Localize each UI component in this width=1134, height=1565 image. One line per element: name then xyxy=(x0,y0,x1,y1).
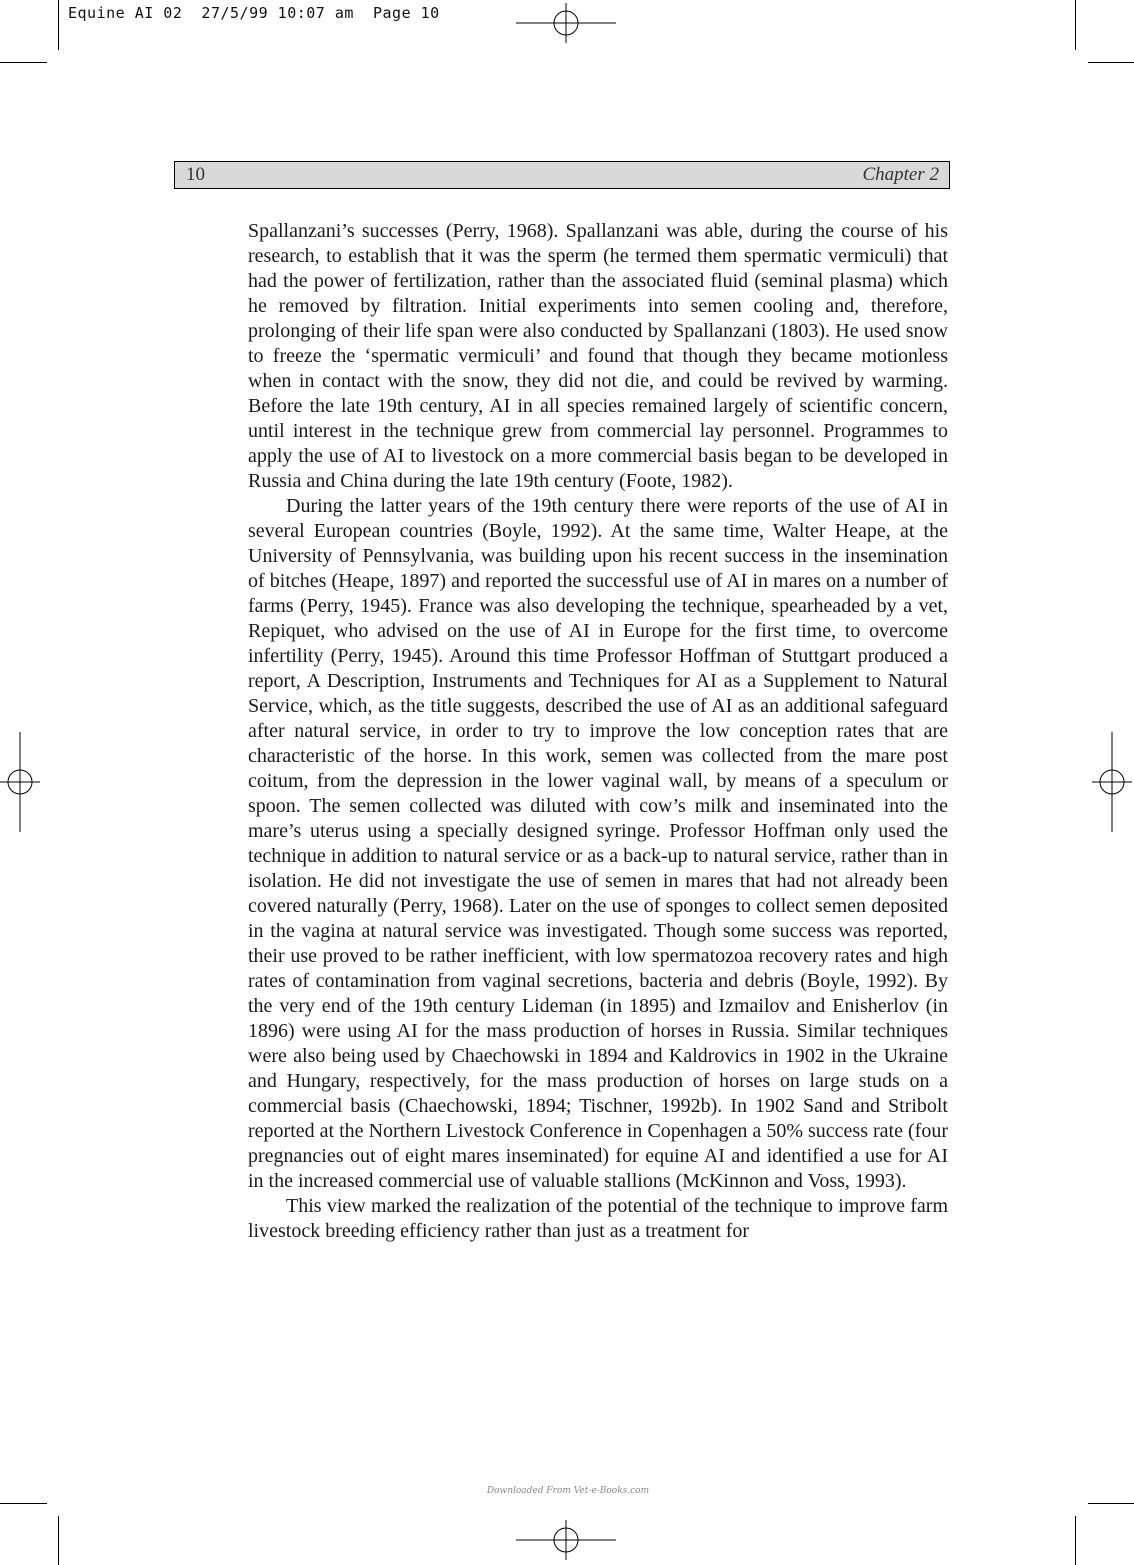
running-header xyxy=(174,161,950,189)
page-number: 10 xyxy=(186,164,205,185)
paragraph-2: During the latter years of the 19th century there were reports of the use of AI in several European countries (Boyle, 1992). At the same time, Walter Heape, at the University of Pennsylvania, was building upon his recent success in the insemination of bitches (Heape, 1897) and reported the successful use of AI in mares on a number of farms (Perry, 1945). France was also developing the technique, spearheaded by a vet, Repiquet, who advised on the use of AI in Europe for the first time, to overcome infertility (Perry, 1945). Around this time Professor Hoffman of Stuttgart produced a report, A Description, Instruments and Techniques for AI as a Supplement to Natural Service, which, as the title suggests, described the use of AI as an additional safeguard after natural service, in order to try to improve the low conception rates that are characteristic of the horse. In this work, semen was collected from the mare post coitum, from the depression in the lower vaginal wall, by means of a speculum or spoon. The semen collected was diluted with cow’s milk and inseminated into the mare’s uterus using a specially designed syringe. Professor Hoffman only used the technique in addition to natural service or as a back-up to natural service, rather than in isolation. He did not investigate the use of semen in mares that had not already been covered naturally (Perry, 1968). Later on the use of sponges to collect semen deposited in the vagina at natural service was investigated. Though some success was reported, their use proved to be rather inefficient, with low spermatozoa recovery rates and high rates of contamination from vaginal secretions, bacteria and debris (Boyle, 1992). By the very end of the 19th century Lideman (in 1895) and Izmailov and Enisherlov (in 1896) were using AI for the mass production of horses in Russia. Similar techniques were also being used by Chaechowski in 1894 and Kaldrovics in 1902 in the Ukraine and Hungary, respectively, for the mass production of horses on large studs on a commercial basis (Chaechowski, 1894; Tischner, 1992b). In 1902 Sand and Stribolt reported at the Northern Livestock Conference in Copenhagen a 50% success rate (four pregnancies out of eight mares inseminated) for equine AI and identified a use for AI in the increased commercial use of valuable stallions (McKinnon and Voss, 1993). xyxy=(248,495,948,1192)
registration-mark-right xyxy=(1092,732,1132,832)
paragraph-1: Spallanzani’s successes (Perry, 1968). Spallanzani was able, during the course of his research, to establish that it was the sperm (he termed them spermatic vermiculi) that had the power of fertilization, rather than the associated fluid (seminal plasma) which he removed by filtration. Initial experiments into semen cooling and, therefore, prolonging of their life span were also conducted by Spallanzani (1803). He used snow to freeze the ‘spermatic vermiculi’ and found that though they became motionless when in contact with the snow, they did not die, and could be revived by warming. Before the late 19th century, AI in all species remained largely of scientific concern, until interest in the technique grew from commercial lay personnel. Programmes to apply the use of AI to livestock on a more commercial basis began to be developed in Russia and China during the late 19th century (Foote, 1982). xyxy=(248,220,948,492)
crop-mark-bottom-left-v xyxy=(58,1516,59,1565)
crop-mark-top-right-h xyxy=(1088,62,1134,63)
crop-mark-top-left-v xyxy=(58,0,59,50)
download-watermark: Downloaded From Vet-e-Books.com xyxy=(486,1486,650,1496)
crop-mark-top-left-h xyxy=(0,62,47,63)
crop-mark-bottom-right-h xyxy=(1088,1503,1134,1504)
print-slug: Equine AI 02 27/5/99 10:07 am Page 10 xyxy=(68,4,440,22)
chapter-title: Chapter 2 xyxy=(862,164,939,185)
registration-mark-left xyxy=(0,732,40,832)
crop-mark-top-right-v xyxy=(1075,0,1076,50)
body-text xyxy=(248,219,948,1244)
paragraph-3: This view marked the realization of the potential of the technique to improve farm livestock breeding efficiency rather than just as a treatment for xyxy=(248,1195,948,1242)
registration-mark-bottom xyxy=(516,1520,616,1560)
crop-mark-bottom-right-v xyxy=(1075,1516,1076,1565)
registration-mark-top xyxy=(516,3,616,43)
crop-mark-bottom-left-h xyxy=(0,1503,47,1504)
